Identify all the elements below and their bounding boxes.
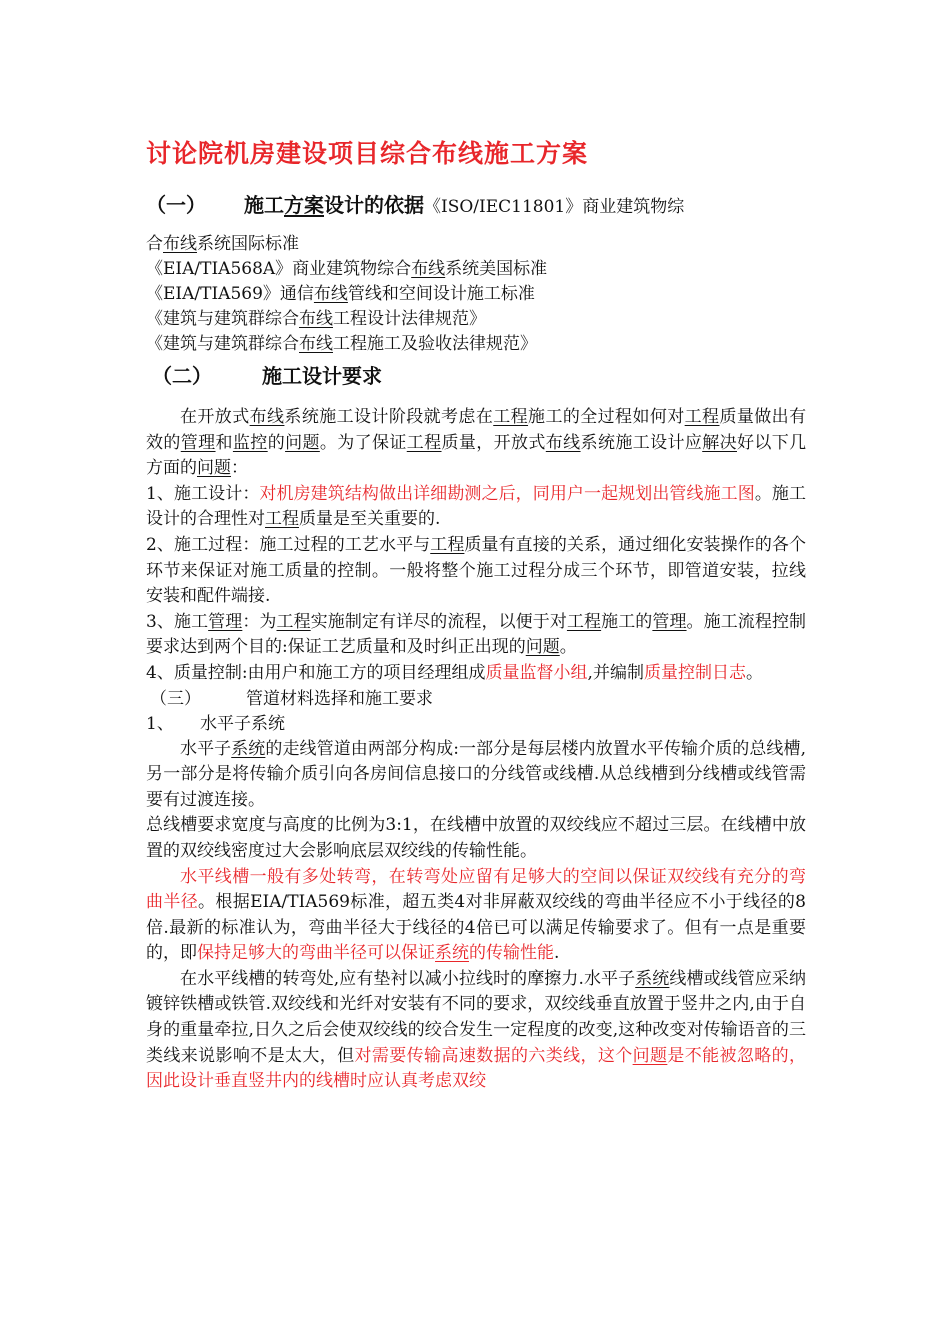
standard-line-2: 《EIA/TIA568A》商业建筑物综合布线系统美国标准 (146, 259, 548, 279)
paragraph-bend-radius: 水平线槽一般有多处转弯，在转弯处应留有足够大的空间以保证双绞线有充分的弯曲半径。根据EIA/TIA569标准，超五类4对非屏蔽双绞线的弯曲半径应不小于线径的8倍.最新的标准认为，弯曲半径大于线径的4倍已可以满足传输要求了。但有一点是重要的，即保持足够大的弯曲半径可以保证系统的传输性能. (146, 866, 806, 964)
section-3-number: （三） (150, 688, 201, 709)
section-1-title-a: 施工 (244, 193, 284, 217)
item-2-construction-process: 2、施工过程：施工过程的工艺水平与工程质量有直接的关系，通过细化安装操作的各个环节来保证对施工质量的控制。一般将整个施工过程分成三个环节，即管道安装，拉线安装和配件端接. (146, 534, 806, 607)
standard-line-1: 合布线系统国际标准 (146, 234, 299, 254)
section-3-heading (146, 687, 806, 712)
paragraph-trunk-ratio: 总线槽要求宽度与高度的比例为3:1，在线槽中放置的双绞线应不超过三层。在线槽中放置的双绞线密度过大会影响底层双绞线的传输性能。 (146, 815, 806, 861)
section-1-title-c: 设计的依据 (324, 193, 424, 217)
paragraph-design-intro: 在开放式布线系统施工设计阶段就考虑在工程施工的全过程如何对工程质量做出有效的管理和监控的问题。为了保证工程质量，开放式布线系统施工设计应解决好以下几方面的问题： (146, 407, 807, 479)
document-page (146, 128, 806, 1095)
document-title: 讨论院机房建设项目综合布线施工方案 (146, 139, 589, 168)
standard-line-4: 《建筑与建筑群综合布线工程设计法律规范》 (146, 309, 486, 329)
section-2-number: （二） (152, 364, 212, 388)
item-4-quality-control: 4、质量控制:由用户和施工方的项目经理组成质量监督小组,并编制质量控制日志。 (146, 662, 763, 683)
item-3-construction-management: 3、施工管理：为工程实施制定有详尽的流程，以便于对工程施工的管理。施工流程控制要求达到两个目的:保证工艺质量和及时纠正出现的问题。 (146, 611, 807, 658)
item-1-construction-design: 1、施工设计：对机房建筑结构做出详细勘测之后，同用户一起规划出管线施工图。施工设计的合理性对工程质量是至关重要的. (146, 483, 806, 530)
paragraph-horizontal-subsystem: 水平子系统的走线管道由两部分构成:一部分是每层楼内放置水平传输介质的总线槽,另一部分是将传输介质引向各房间信息接口的分线管或线槽.从总线槽到分线槽或线管需要有过渡连接。 (146, 738, 806, 810)
section-3-title: 管道材料选择和施工要求 (246, 688, 433, 709)
subsection-1-heading (146, 712, 806, 737)
paragraph-trunk-corner: 在水平线槽的转弯处,应有垫衬以减小拉线时的摩擦力.水平子系统线槽或线管应采纳镀锌铁槽或铁管.双绞线和光纤对安装有不同的要求，双绞线垂直放置于竖井之内,由于自身的重量牵拉,日久之后会使双绞线的绞合发生一定程度的改变,这种改变对传输语音的三类线来说影响不是太大，但对需要传输高速数据的六类线，这个问题是不能被忽略的，因此设计垂直竖井内的线槽时应认真考虑双绞 (146, 968, 807, 1092)
subsection-1-title: 水平子系统 (200, 713, 285, 734)
section-1-number: （一） (146, 193, 206, 217)
section-1-standard-1a: 《ISO/IEC11801》商业建筑物综 (424, 197, 685, 217)
section-2-heading (146, 361, 806, 391)
standard-line-3: 《EIA/TIA569》通信布线管线和空间设计施工标准 (146, 284, 535, 304)
section-1-title-b: 方案 (284, 193, 324, 217)
section-1-heading (146, 190, 806, 222)
subsection-1-number: 1、 (146, 713, 174, 734)
standard-line-5: 《建筑与建筑群综合布线工程施工及验收法律规范》 (146, 334, 537, 354)
section-2-title: 施工设计要求 (262, 364, 382, 388)
